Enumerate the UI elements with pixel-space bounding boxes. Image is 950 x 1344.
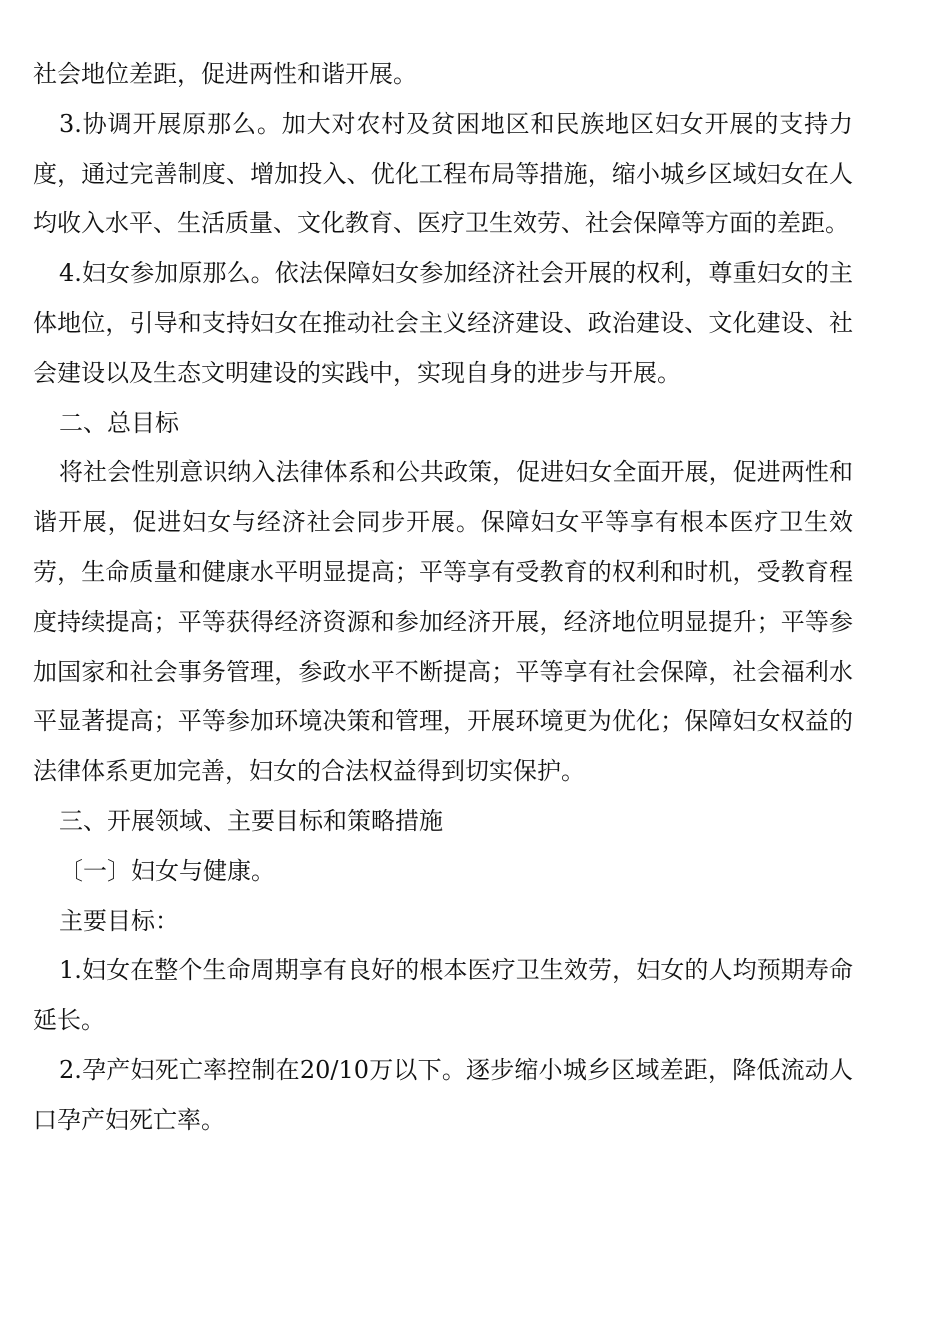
- document-page: [33, 50, 853, 1146]
- subsection-heading-health: 〔一〕妇女与健康。: [59, 856, 275, 885]
- paragraph-1: 社会地位差距，促进两性和谐开展。: [33, 60, 417, 88]
- paragraph-2: 3.协调开展原那么。加大对农村及贫困地区和民族地区妇女开展的支持力度，通过完善制度、增加投入、优化工程布局等措施，缩小城乡区域妇女在人均收入水平、生活质量、文化教育、医疗卫生效劳、社会保障等方面的差距。: [33, 109, 853, 238]
- section-heading-overall-goal: 二、总目标: [59, 408, 179, 437]
- paragraph-overall-goal: 将社会性别意识纳入法律体系和公共政策，促进妇女全面开展，促进两性和谐开展，促进妇女与经济社会同步开展。保障妇女平等享有根本医疗卫生效劳，生命质量和健康水平明显提高；平等享有受教育的权利和时机，受教育程度持续提高；平等获得经济资源和参加经济开展，经济地位明显提升；平等参加国家和社会事务管理，参政水平不断提高；平等享有社会保障，社会福利水平显著提高；平等参加环境决策和管理，开展环境更为优化；保障妇女权益的法律体系更加完善，妇女的合法权益得到切实保护。: [33, 458, 853, 786]
- goal-item-1: 1.妇女在整个生命周期享有良好的根本医疗卫生效劳，妇女的人均预期寿命延长。: [33, 956, 853, 1035]
- main-goals-label: 主要目标：: [59, 906, 179, 935]
- section-heading-fields: 三、开展领域、主要目标和策略措施: [59, 806, 443, 835]
- paragraph-3: 4.妇女参加原那么。依法保障妇女参加经济社会开展的权利，尊重妇女的主体地位，引导和支持妇女在推动社会主义经济建设、政治建设、文化建设、社会建设以及生态文明建设的实践中，实现自身的进步与开展。: [33, 259, 853, 387]
- goal-item-2: 2.孕产妇死亡率控制在20/10万以下。逐步缩小城乡区域差距，降低流动人口孕产妇死亡率。: [33, 1055, 853, 1134]
